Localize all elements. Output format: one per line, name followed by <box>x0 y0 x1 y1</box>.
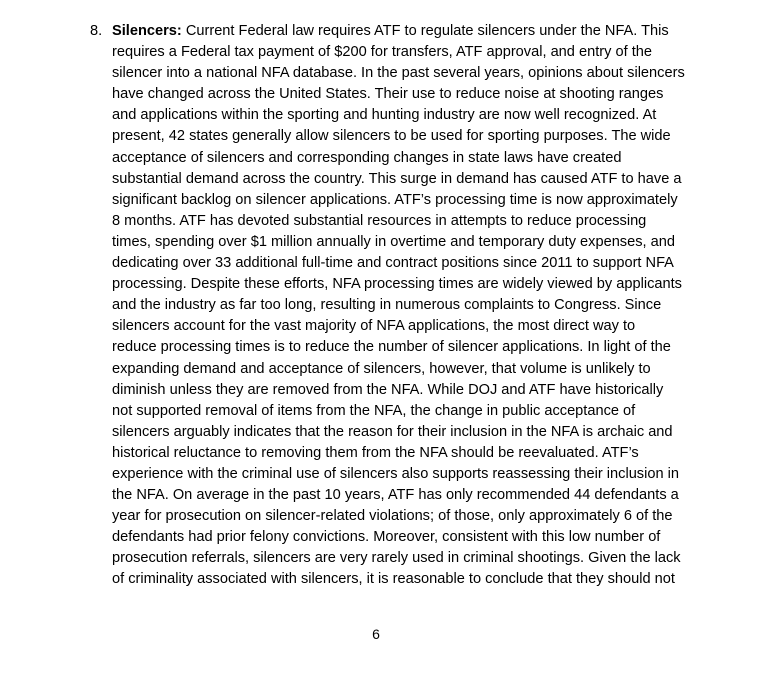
paragraph-line: have changed across the United States. Their use to reduce noise at shooting ranges <box>112 86 664 103</box>
paragraph-line <box>112 21 692 42</box>
paragraph-line: diminish unless they are removed from the NFA. While DOJ and ATF have historically <box>112 381 664 398</box>
paragraph-line: reduce processing times is to reduce the number of silencer applications. In light of the <box>112 339 671 356</box>
paragraph-line: 8 months. ATF has devoted substantial resources in attempts to reduce processing <box>112 212 647 229</box>
paragraph-line: defendants had prior felony convictions. Moreover, consistent with this low number of <box>112 529 661 546</box>
paragraph-line: silencers account for the vast majority of NFA applications, the most direct way to <box>112 318 636 335</box>
paragraph-line: substantial demand across the country. This surge in demand has caused ATF to have a <box>112 170 682 187</box>
paragraph-line: present, 42 states generally allow silencers to be used for sporting purposes. The wide <box>112 128 671 145</box>
paragraph-line: requires a Federal tax payment of $200 for transfers, ATF approval, and entry of the <box>112 44 652 61</box>
paragraph-line: historical reluctance to removing them from the NFA should be reevaluated. ATF’s <box>112 444 639 461</box>
paragraph-line: experience with the criminal use of silencers also supports reassessing their inclusion in <box>112 465 679 482</box>
paragraph-line: prosecution referrals, silencers are very rarely used in criminal shootings. Given the lack <box>112 550 681 567</box>
paragraph-line: and applications within the sporting and hunting industry are now well recognized. At <box>112 107 657 124</box>
paragraph-line: the NFA. On average in the past 10 years, ATF has only recommended 44 defendants a <box>112 487 679 504</box>
paragraph-line: of criminality associated with silencers, it is reasonable to conclude that they should not <box>112 571 675 588</box>
paragraph-line: silencer into a national NFA database. In the past several years, opinions about silencers <box>112 65 685 82</box>
paragraph-line: and the industry as far too long, resulting in numerous complaints to Congress. Since <box>112 297 662 314</box>
item-heading: Silencers: <box>112 23 182 39</box>
paragraph-line: times, spending over $1 million annually in overtime and temporary duty expenses, and <box>112 233 675 250</box>
item-number: 8. <box>90 23 103 39</box>
paragraph-body <box>112 21 692 591</box>
paragraph-line: silencers arguably indicates that the reason for their inclusion in the NFA is archaic and <box>112 423 673 440</box>
paragraph-line: expanding demand and acceptance of silencers, however, that volume is unlikely to <box>112 360 651 377</box>
page-number: 6 <box>372 626 380 642</box>
paragraph-line: acceptance of silencers and corresponding changes in state laws have created <box>112 149 622 166</box>
paragraph-line: dedicating over 33 additional full-time and contract positions since 2011 to support NFA <box>112 255 674 272</box>
paragraph-line: not supported removal of items from the NFA, the change in public acceptance of <box>112 402 636 419</box>
paragraph-line: processing. Despite these efforts, NFA processing times are widely viewed by applicants <box>112 276 682 293</box>
line-text: Current Federal law requires ATF to regulate silencers under the NFA. This <box>181 23 669 39</box>
paragraph-line: significant backlog on silencer applications. ATF’s processing time is now approximately <box>112 191 678 208</box>
paragraph-line: year for prosecution on silencer-related violations; of those, only approximately 6 of the <box>112 508 673 525</box>
